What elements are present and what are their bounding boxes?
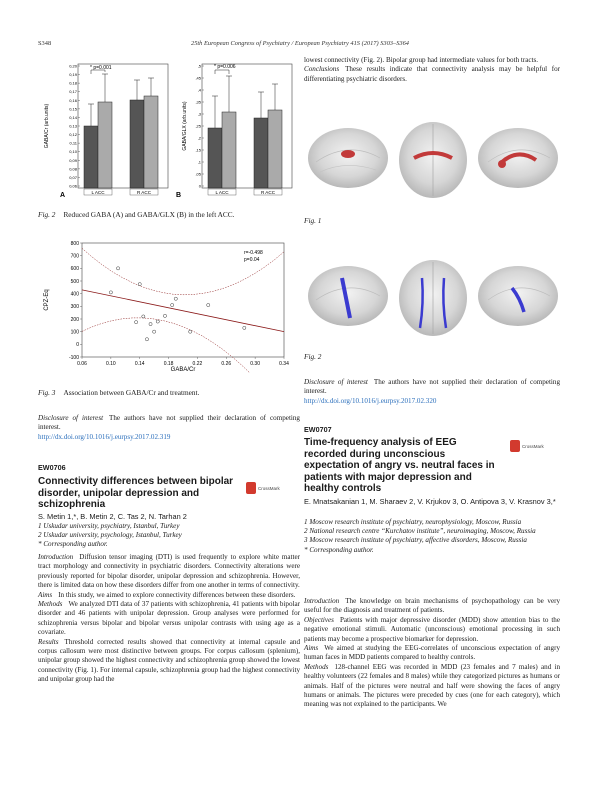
tick-label: ,45: [195, 75, 201, 81]
right-top-text: [304, 56, 560, 84]
ew0707-methods-text: 128-channel EEG was recorded in MDD (23 females and 7 males) and in healthy volunteers (22 females and 8 males) while they categorized pictures as humans or animals. Half of the pictures were neutral and half were showing the faces of angry humans or animals. The pictures were preceded by cues (one for each category), which meaning was not explained to the participants. We: [304, 662, 560, 709]
tick-label: 0,19: [69, 72, 77, 78]
ew0707-title: Time-frequency analysis of EEG recorded during unconscious expectation of angry vs. neutral faces in patients with major depression and healthy controls: [304, 437, 495, 494]
ew0706-affil-3: * Corresponding author.: [38, 540, 108, 549]
y-tick-label: 400: [70, 291, 79, 298]
tick-label: 0,09: [69, 157, 77, 163]
page-number: S348: [38, 40, 52, 47]
right-disclosure-label: Disclosure of interest: [304, 378, 368, 386]
fig3-p-value: p=0.04: [244, 257, 260, 263]
x-tick-label: 0.10: [105, 361, 116, 367]
fig2-brain-images: [306, 248, 560, 346]
bar-b-racc-group2: [268, 110, 282, 188]
left-disclosure: [38, 414, 300, 442]
panel-a-ylabel: GABA/Cr (arb.units): [44, 103, 50, 149]
tick-label: 0,15: [69, 106, 77, 112]
panel-b-xlabel-racc: R ACC: [260, 190, 276, 195]
x-tick-label: 0.26: [221, 361, 232, 367]
ew0706-title: Connectivity differences between bipolar disorder, unipolar depression and schizophrenia: [38, 476, 234, 510]
ew0706-authors: S. Metin 1,*, B. Metin 2, C. Tas 2, N. Tarhan 2: [38, 512, 187, 521]
tick-label: 0,17: [69, 89, 77, 95]
fig3-r-value: r=-0.498: [244, 250, 263, 256]
conclusions-label: Conclusions: [304, 65, 340, 74]
fig1-brain-medial: [478, 128, 558, 188]
fig1-brain-images: [306, 110, 560, 210]
y-tick-label: 0: [76, 342, 79, 349]
fig2-brain-lateral: [308, 266, 388, 326]
left-disclosure-label: Disclosure of interest: [38, 414, 104, 422]
ew0706-code: EW0706: [38, 463, 66, 472]
tick-label: 0,07: [69, 174, 77, 180]
ew0707-objectives-label: Objectives: [304, 615, 334, 624]
y-tick-label: 300: [70, 304, 79, 311]
ew0706-affil-2: 2 Uskudar university, psychology, Istanbul, Turkey: [38, 531, 182, 540]
fig3-caption-label: Fig. 3: [38, 388, 56, 397]
ew0706-crossmark[interactable]: [246, 481, 282, 495]
tick-label: ,2: [197, 135, 201, 141]
x-tick-label: 0.22: [192, 361, 203, 367]
x-tick-label: 0.34: [279, 361, 289, 367]
bar-b-racc-group1: [254, 118, 268, 188]
fig1-tract-highlight-1: [341, 150, 355, 158]
y-tick-label: 600: [70, 266, 79, 273]
y-tick-label: 700: [70, 253, 79, 260]
ew0706-affiliations: [38, 522, 300, 550]
ew0707-intro-text: The knowledge on brain mechanisms of psychopathology can be very useful for the diagnosis and treatment of patients.: [304, 597, 560, 615]
panel-a-xlabel-racc: R ACC: [136, 190, 152, 195]
bar-a-racc-group2: [144, 96, 158, 188]
conclusions-text: These results indicate that connectivity analysis may be helpful for differentiating psychiatric disorders.: [304, 65, 560, 83]
tick-label: ,35: [195, 99, 201, 105]
fig2-caption-label: Fig. 2: [38, 210, 56, 219]
left-disclosure-text: The authors have not supplied their declaration of competing interest.: [38, 414, 300, 432]
tick-label: 0,11: [69, 140, 77, 146]
ew0706-affil-1: 1 Uskudar university, psychiatry, Istanbul, Turkey: [38, 522, 180, 530]
fig2-right-caption-label: Fig. 2: [304, 352, 322, 361]
tick-label: 0,06: [69, 183, 77, 189]
ew0707-affil-2: 2 National research centre “Kurchatov institute”, neuroimaging, Moscow, Russia: [304, 527, 536, 536]
tick-label: 0,16: [69, 97, 77, 103]
panel-b-xlabel-lacc: L ACC: [215, 190, 229, 195]
y-tick-label: 100: [70, 329, 79, 336]
ew0706-intro-text: Diffusion tensor imaging (DTI) is used frequently to explore white matter tract morphology and connectivity in psychiatric disorders. Connectivity alterations were previously reported for bipolar disorder, unipolar depression and schizophrenia. However, there is limited data on how these disorders differ from one another in terms of connectivity.: [38, 553, 300, 590]
ew0707-aims-label: Aims: [304, 644, 319, 653]
right-disclosure: [304, 378, 560, 406]
tick-label: ,25: [195, 123, 201, 129]
fig1-brain-top: [399, 122, 467, 198]
ew0706-results-text: Threshold corrected results showed that connectivity at internal capsule and corpus callosum were most distinctive between groups. For corpus callosum (splenium), unipolar group showed the highest connectivity and schizophrenia group showed the lowest connectivity (Fig. 1). For internal capsule, schizophrenia group had the highest connectivity and unipolar group had the: [38, 637, 300, 684]
bar-b-lacc-group2: [222, 112, 236, 188]
ew0706-results-label: Results: [38, 637, 59, 646]
ew0706-methods-label: Methods: [38, 600, 63, 609]
panel-a-pvalue: * p=0.001: [90, 65, 112, 71]
crossmark-icon: [246, 482, 256, 494]
tick-label: 0,13: [69, 123, 77, 129]
x-tick-label: 0.30: [250, 361, 261, 367]
fig2-bar-charts: [38, 56, 300, 204]
fig3-xlabel: GABA/Cr: [170, 367, 196, 373]
fig2-panel-b: [176, 64, 292, 200]
y-tick-label: -100: [68, 354, 79, 361]
fig1-caption-label: Fig. 1: [304, 216, 322, 225]
ew0707-crossmark[interactable]: [510, 439, 546, 453]
panel-b-letter: B: [176, 192, 182, 199]
left-doi-link[interactable]: http://dx.doi.org/10.1016/j.eurpsy.2017.02.319: [38, 432, 171, 441]
tick-label: ,5: [197, 63, 201, 69]
ew0707-aims-text: We aimed at studying the EEG-correlates of unconscious expectation of angry human faces in MDD patients compared to healthy controls.: [304, 644, 560, 662]
fig3-scatter-chart: [38, 237, 300, 373]
ew0707-intro-label: Introduction: [304, 597, 340, 605]
fig3-caption: [38, 388, 300, 397]
fig2-brain-medial: [478, 266, 558, 326]
bar-b-lacc-group1: [208, 128, 222, 188]
ew0707-affil-4: * Corresponding author.: [304, 545, 374, 554]
fig3-caption-text: Association between GABA/Cr and treatment.: [63, 388, 200, 397]
crossmark-icon: [510, 440, 520, 452]
panel-a-letter: A: [60, 192, 66, 199]
fig2-panel-a: [44, 64, 168, 200]
tick-label: 0,08: [69, 166, 77, 172]
x-tick-label: 0.14: [134, 361, 145, 367]
tick-label: 0,14: [69, 114, 77, 120]
ew0707-objectives-text: Patients with major depressive disorder (MDD) show attention bias to the negative emotional stimuli. Automatic (unconscious) emotional processing in such patients may become a prospective biomarker for depression.: [304, 615, 560, 643]
fig1-caption: [304, 216, 329, 225]
ew0707-methods-label: Methods: [304, 662, 329, 671]
tick-label: 0,20: [69, 63, 77, 69]
y-tick-label: 800: [70, 240, 79, 247]
y-tick-label: 200: [70, 316, 79, 323]
ew0707-code: EW0707: [304, 425, 332, 434]
fig2-brain-front: [399, 260, 467, 336]
tick-label: ,4: [197, 87, 201, 93]
x-tick-label: 0.18: [163, 361, 174, 367]
ew0707-affil-3: 3 Moscow research institute of psychiatry, affective disorders, Moscow, Russia: [304, 536, 527, 545]
tick-label: ,1: [197, 159, 201, 165]
x-tick-label: 0.06: [77, 361, 87, 367]
crossmark-label: CrossMark: [522, 443, 544, 449]
tick-label: 0,12: [69, 132, 77, 138]
y-tick-label: 500: [70, 278, 79, 285]
ew0706-body: [38, 553, 300, 685]
ew0707-authors: E. Mnatsakanian 1, M. Sharaev 2, V. Krjukov 3, O. Antipova 3, V. Krasnov 3,*: [304, 497, 556, 506]
tick-label: 0: [198, 183, 201, 189]
tick-label: 0,10: [69, 149, 77, 155]
right-disclosure-text: The authors have not supplied their declaration of competing interest.: [304, 378, 560, 396]
tick-label: ,3: [197, 111, 201, 117]
fig2-caption-text: Reduced GABA (A) and GABA/GLX (B) in the left ACC.: [63, 210, 235, 219]
ew0706-intro-label: Introduction: [38, 553, 74, 561]
ew0707-affiliations: [304, 518, 560, 555]
fig3-ylabel: CPZ-Eq: [44, 289, 50, 311]
bar-a-racc-group1: [130, 100, 144, 188]
ew0706-aims-text: In this study, we aimed to explore connectivity differences between these disorders.: [58, 590, 296, 599]
ew0706-continuation: lowest connectivity (Fig. 2). Bipolar group had intermediate values for both tracts.: [304, 56, 539, 64]
fig2-caption: [38, 210, 300, 219]
panel-b-ylabel: GABA/GLX (arb.units): [182, 101, 188, 151]
tick-label: 0,18: [69, 80, 77, 86]
fig2-right-caption: [304, 352, 329, 361]
ew0707-body: [304, 597, 560, 710]
running-header: 25th European Congress of Psychiatry / European Psychiatry 41S (2017) S303–S364: [191, 40, 409, 47]
tick-label: ,15: [195, 147, 201, 153]
tick-label: ,05: [195, 171, 201, 177]
crossmark-label: CrossMark: [258, 485, 280, 491]
panel-b-pvalue: * p=0.006: [214, 64, 236, 70]
ew0706-methods-text: We analyzed DTI data of 37 patients with schizophrenia, 41 patients with bipolar disorder and 46 patients with unipolar depression. Group analyses were performed for schizophrenia versus bipolar and bipolar versus unipolar contrasts with using age as a covariate.: [38, 600, 300, 637]
panel-a-xlabel-lacc: L ACC: [91, 190, 105, 195]
ew0707-affil-1: 1 Moscow research institute of psychiatry, neurophysiology, Moscow, Russia: [304, 518, 522, 526]
fig1-brain-lateral: [308, 128, 388, 188]
bar-a-lacc-group1: [84, 126, 98, 188]
ew0706-aims-label: Aims: [38, 590, 53, 599]
right-doi-link[interactable]: http://dx.doi.org/10.1016/j.eurpsy.2017.02.320: [304, 396, 437, 405]
bar-a-lacc-group2: [98, 102, 112, 188]
